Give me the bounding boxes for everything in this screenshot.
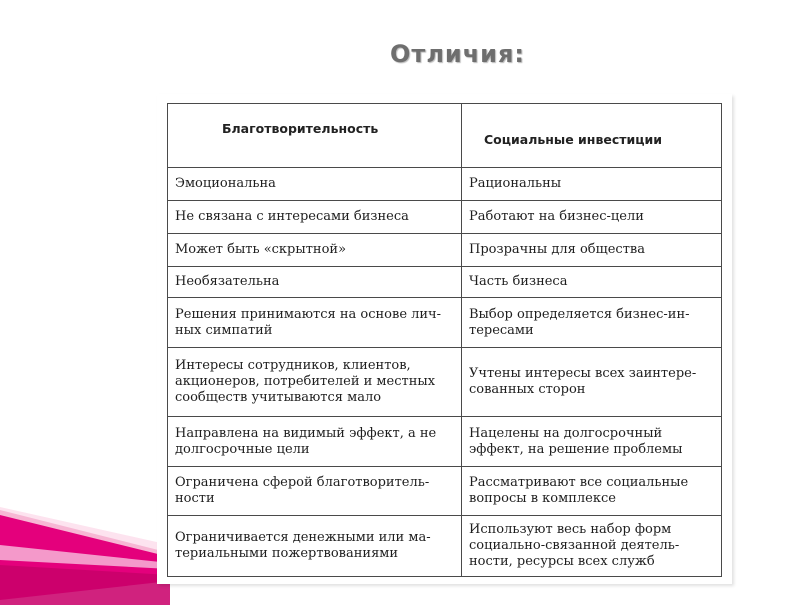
charity-cell: Может быть «скрытной» [168, 234, 462, 267]
table-row [168, 267, 722, 298]
header-social-investments: Социальные инвестиции [462, 104, 722, 168]
charity-cell: Решения принимаются на основе лич- ных симпатий [168, 298, 462, 348]
social-investment-cell: Работают на бизнес-цели [462, 201, 722, 234]
header-charity: Благотворительность [168, 104, 462, 168]
table-row [168, 234, 722, 267]
social-investment-cell: Учтены интересы всех заинтере- сованных сторон [462, 348, 722, 417]
charity-cell: Направлена на видимый эффект, а не долгосрочные цели [168, 417, 462, 467]
comparison-table [167, 103, 722, 577]
charity-cell: Необязательна [168, 267, 462, 298]
social-investment-cell: Рассматривают все социальные вопросы в комплексе [462, 467, 722, 516]
table-row [168, 348, 722, 417]
decorative-ribbon-graphic [0, 505, 170, 605]
social-investment-cell: Прозрачны для общества [462, 234, 722, 267]
charity-cell: Интересы сотрудников, клиентов, акционеров, потребителей и местных сообществ учитываются мало [168, 348, 462, 417]
table-row [168, 417, 722, 467]
social-investment-cell: Используют весь набор форм социально-связанной деятель- ности, ресурсы всех служб [462, 516, 722, 577]
charity-cell: Эмоциональна [168, 168, 462, 201]
table-row [168, 467, 722, 516]
slide-title: Отличия: [390, 40, 526, 68]
table-header-row [168, 104, 722, 168]
charity-cell: Ограничена сферой благотворитель- ности [168, 467, 462, 516]
comparison-table-frame [157, 94, 732, 584]
charity-cell: Ограничивается денежными или ма- териальными пожертвованиями [168, 516, 462, 577]
social-investment-cell: Часть бизнеса [462, 267, 722, 298]
table-row [168, 516, 722, 577]
social-investment-cell: Нацелены на долгосрочный эффект, на решение проблемы [462, 417, 722, 467]
table-row [168, 168, 722, 201]
charity-cell: Не связана с интересами бизнеса [168, 201, 462, 234]
social-investment-cell: Рациональны [462, 168, 722, 201]
social-investment-cell: Выбор определяется бизнес-ин- тересами [462, 298, 722, 348]
table-row [168, 298, 722, 348]
table-row [168, 201, 722, 234]
